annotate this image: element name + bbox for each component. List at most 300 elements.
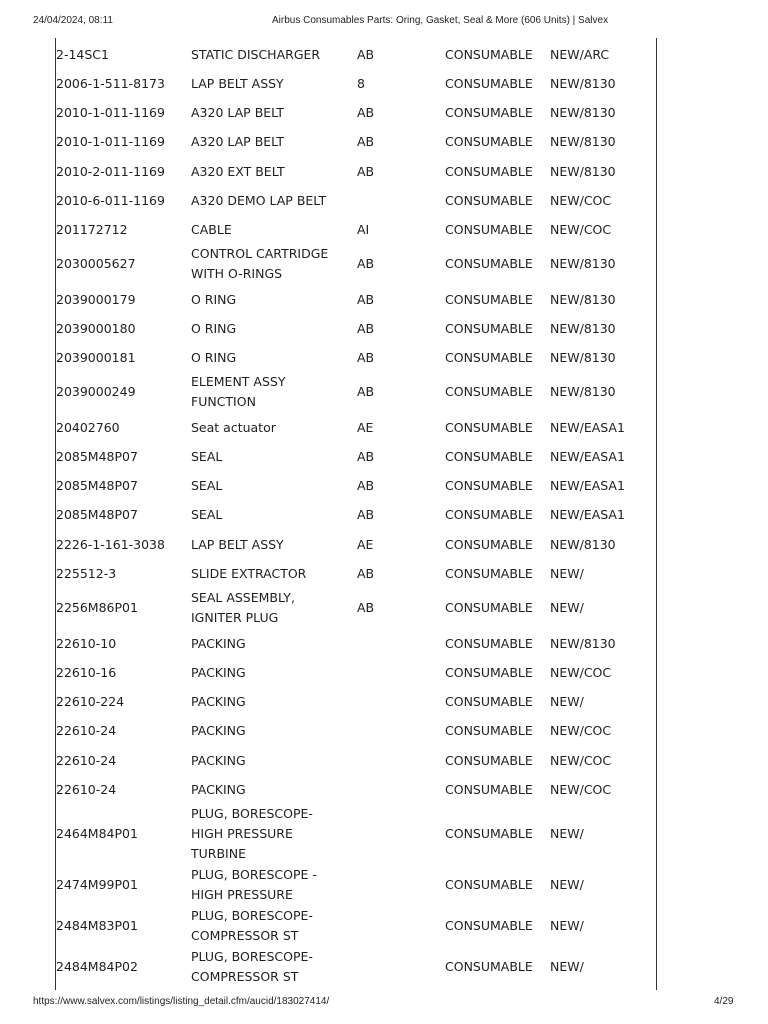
condition-code-cell [357, 563, 437, 584]
condition-code-cell-text: 8 [357, 75, 365, 91]
part-number-cell [56, 691, 186, 712]
part-number-cell-text: 2256M86P01 [56, 600, 138, 615]
description-cell-text: PLUG, BORESCOPE- HIGH PRESSURE TURBINE [191, 806, 313, 861]
part-number-cell-text: 22610-24 [56, 752, 117, 768]
table-row [0, 588, 768, 628]
description-cell [191, 289, 351, 310]
table-row [0, 73, 768, 94]
table-row [0, 347, 768, 368]
status-cell-text: NEW/EASA1 [550, 419, 625, 435]
category-cell-text: CONSUMABLE [445, 221, 533, 237]
part-number-cell-text: 2085M48P07 [56, 448, 138, 464]
table-row [0, 504, 768, 525]
condition-code-cell [357, 779, 437, 800]
description-cell-text: O RING [191, 320, 237, 336]
condition-code-cell [357, 102, 437, 123]
condition-code-cell [357, 347, 437, 368]
source-url-link[interactable]: https://www.salvex.com/listings/listing_detail.cfm/aucid/183027414/ [33, 996, 330, 1007]
description-cell [191, 417, 351, 438]
description-cell-text: A320 DEMO LAP BELT [191, 192, 327, 208]
description-cell [191, 662, 351, 683]
status-cell-text: NEW/8130 [550, 349, 616, 365]
part-number-cell [56, 244, 186, 284]
part-number-cell-text: 2039000249 [56, 384, 136, 399]
condition-code-cell [357, 504, 437, 525]
part-number-cell [56, 750, 186, 771]
category-cell-text: CONSUMABLE [445, 192, 533, 208]
category-cell-text: CONSUMABLE [445, 104, 533, 120]
status-cell-text: NEW/8130 [550, 104, 616, 120]
status-cell [550, 504, 650, 525]
part-number-cell [56, 563, 186, 584]
condition-code-cell-text: AB [357, 256, 375, 271]
category-cell-text: CONSUMABLE [445, 320, 533, 336]
condition-code-cell-text: AB [357, 506, 375, 522]
condition-code-cell-text: AB [357, 291, 375, 307]
print-datetime: 24/04/2024, 08:11 [33, 15, 113, 26]
category-cell-text: CONSUMABLE [445, 291, 533, 307]
part-number-cell-text: 2039000179 [56, 291, 136, 307]
status-cell-text: NEW/ [550, 693, 584, 709]
status-cell [550, 720, 650, 741]
part-number-cell-text: 2-14SC1 [56, 46, 109, 62]
category-cell [445, 289, 545, 310]
condition-code-cell-text: AB [357, 600, 375, 615]
condition-code-cell [357, 534, 437, 555]
condition-code-cell [357, 475, 437, 496]
description-cell [191, 588, 351, 628]
status-cell-text: NEW/8130 [550, 536, 616, 552]
description-cell [191, 372, 351, 412]
category-cell [445, 131, 545, 152]
part-number-cell-text: 2484M84P02 [56, 959, 138, 974]
status-cell-text: NEW/ [550, 918, 584, 933]
category-cell-text: CONSUMABLE [445, 565, 533, 581]
table-row [0, 318, 768, 339]
description-cell [191, 475, 351, 496]
status-cell-text: NEW/8130 [550, 75, 616, 91]
description-cell-text: PLUG, BORESCOPE- COMPRESSOR ST [191, 908, 313, 943]
condition-code-cell [357, 633, 437, 654]
status-cell-text: NEW/ [550, 877, 584, 892]
description-cell-text: A320 EXT BELT [191, 163, 285, 179]
description-cell [191, 244, 351, 284]
part-number-cell-text: 2010-1-011-1169 [56, 104, 165, 120]
category-cell [445, 102, 545, 123]
table-row [0, 720, 768, 741]
description-cell [191, 131, 351, 152]
description-cell-text: ELEMENT ASSY FUNCTION [191, 374, 286, 409]
condition-code-cell-text: AB [357, 477, 375, 493]
status-cell [550, 750, 650, 771]
category-cell [445, 779, 545, 800]
description-cell [191, 691, 351, 712]
description-cell-text: CONTROL CARTRIDGE WITH O-RINGS [191, 246, 329, 281]
description-cell-text: SLIDE EXTRACTOR [191, 565, 307, 581]
condition-code-cell-text: AB [357, 46, 375, 62]
condition-code-cell-text: AB [357, 448, 375, 464]
category-cell [445, 504, 545, 525]
status-cell [550, 588, 650, 628]
condition-code-cell-text: AB [357, 349, 375, 365]
part-number-cell [56, 44, 186, 65]
condition-code-cell-text: AE [357, 419, 374, 435]
status-cell-text: NEW/8130 [550, 256, 616, 271]
part-number-cell [56, 347, 186, 368]
description-cell-text: SEAL [191, 477, 223, 493]
part-number-cell-text: 22610-224 [56, 693, 125, 709]
table-row [0, 417, 768, 438]
table-row [0, 633, 768, 654]
condition-code-cell-text: AB [357, 320, 375, 336]
condition-code-cell [357, 131, 437, 152]
condition-code-cell [357, 662, 437, 683]
description-cell [191, 779, 351, 800]
part-number-cell [56, 720, 186, 741]
status-cell-text: NEW/COC [550, 781, 612, 797]
part-number-cell-text: 225512-3 [56, 565, 117, 581]
description-cell [191, 720, 351, 741]
part-number-cell [56, 947, 186, 987]
part-number-cell-text: 22610-24 [56, 781, 117, 797]
category-cell [445, 347, 545, 368]
table-row [0, 190, 768, 211]
description-cell [191, 347, 351, 368]
category-cell-text: CONSUMABLE [445, 635, 533, 651]
part-number-cell [56, 534, 186, 555]
part-number-cell [56, 372, 186, 412]
status-cell [550, 417, 650, 438]
description-cell-text: PACKING [191, 635, 246, 651]
page-title: Airbus Consumables Parts: Oring, Gasket, Seal & More (606 Units) | Salvex [272, 15, 609, 26]
condition-code-cell [357, 244, 437, 284]
category-cell-text: CONSUMABLE [445, 536, 533, 552]
condition-code-cell [357, 44, 437, 65]
status-cell [550, 475, 650, 496]
category-cell [445, 318, 545, 339]
part-number-cell [56, 102, 186, 123]
table-row [0, 947, 768, 987]
description-cell [191, 534, 351, 555]
status-cell [550, 73, 650, 94]
status-cell-text: NEW/8130 [550, 320, 616, 336]
part-number-cell-text: 2039000181 [56, 349, 136, 365]
status-cell-text: NEW/8130 [550, 635, 616, 651]
table-row [0, 244, 768, 284]
description-cell-text: SEAL [191, 448, 223, 464]
category-cell-text: CONSUMABLE [445, 75, 533, 91]
part-number-cell [56, 906, 186, 946]
description-cell [191, 633, 351, 654]
status-cell [550, 131, 650, 152]
description-cell [191, 446, 351, 467]
category-cell-text: CONSUMABLE [445, 959, 533, 974]
part-number-cell [56, 190, 186, 211]
condition-code-cell [357, 691, 437, 712]
part-number-cell-text: 2010-1-011-1169 [56, 133, 165, 149]
status-cell [550, 779, 650, 800]
category-cell-text: CONSUMABLE [445, 448, 533, 464]
condition-code-cell-text: AE [357, 536, 374, 552]
table-row [0, 131, 768, 152]
condition-code-cell-text: AB [357, 384, 375, 399]
part-number-cell-text: 2030005627 [56, 256, 136, 271]
condition-code-cell [357, 73, 437, 94]
status-cell [550, 563, 650, 584]
table-row [0, 750, 768, 771]
part-number-cell [56, 475, 186, 496]
category-cell-text: CONSUMABLE [445, 826, 533, 841]
description-cell [191, 190, 351, 211]
condition-code-cell-text: AI [357, 221, 370, 237]
category-cell [445, 372, 545, 412]
condition-code-cell-text: AB [357, 565, 375, 581]
status-cell [550, 662, 650, 683]
status-cell [550, 244, 650, 284]
condition-code-cell [357, 750, 437, 771]
category-cell [445, 161, 545, 182]
category-cell-text: CONSUMABLE [445, 163, 533, 179]
description-cell [191, 44, 351, 65]
status-cell [550, 633, 650, 654]
status-cell [550, 289, 650, 310]
part-number-cell-text: 20402760 [56, 419, 120, 435]
status-cell [550, 865, 650, 905]
description-cell [191, 318, 351, 339]
description-cell [191, 504, 351, 525]
status-cell-text: NEW/EASA1 [550, 506, 625, 522]
category-cell-text: CONSUMABLE [445, 349, 533, 365]
status-cell [550, 318, 650, 339]
part-number-cell-text: 2464M84P01 [56, 826, 138, 841]
condition-code-cell-text: AB [357, 163, 375, 179]
status-cell-text: NEW/ARC [550, 46, 610, 62]
part-number-cell-text: 2010-2-011-1169 [56, 163, 165, 179]
status-cell [550, 102, 650, 123]
category-cell-text: CONSUMABLE [445, 664, 533, 680]
table-row [0, 865, 768, 905]
part-number-cell [56, 865, 186, 905]
description-cell [191, 750, 351, 771]
category-cell-text: CONSUMABLE [445, 46, 533, 62]
category-cell [445, 804, 545, 864]
condition-code-cell [357, 720, 437, 741]
table-row [0, 446, 768, 467]
part-number-cell-text: 201172712 [56, 221, 128, 237]
status-cell-text: NEW/ [550, 826, 584, 841]
category-cell-text: CONSUMABLE [445, 722, 533, 738]
table-row [0, 289, 768, 310]
category-cell [445, 417, 545, 438]
status-cell-text: NEW/COC [550, 192, 612, 208]
table-row [0, 691, 768, 712]
part-number-cell-text: 2474M99P01 [56, 877, 138, 892]
category-cell [445, 190, 545, 211]
status-cell-text: NEW/ [550, 959, 584, 974]
table-row [0, 779, 768, 800]
category-cell-text: CONSUMABLE [445, 384, 533, 399]
category-cell [445, 906, 545, 946]
status-cell-text: NEW/COC [550, 752, 612, 768]
status-cell-text: NEW/ [550, 565, 584, 581]
description-cell-text: LAP BELT ASSY [191, 536, 284, 552]
description-cell-text: PACKING [191, 664, 246, 680]
table-row [0, 475, 768, 496]
part-number-cell-text: 2226-1-161-3038 [56, 536, 165, 552]
status-cell [550, 372, 650, 412]
condition-code-cell [357, 372, 437, 412]
category-cell-text: CONSUMABLE [445, 477, 533, 493]
description-cell-text: Seat actuator [191, 419, 276, 435]
table-row [0, 372, 768, 412]
condition-code-cell [357, 947, 437, 987]
status-cell-text: NEW/EASA1 [550, 477, 625, 493]
description-cell [191, 102, 351, 123]
condition-code-cell [357, 446, 437, 467]
category-cell [445, 947, 545, 987]
category-cell [445, 244, 545, 284]
status-cell [550, 534, 650, 555]
description-cell [191, 804, 351, 864]
category-cell [445, 534, 545, 555]
description-cell-text: PACKING [191, 781, 246, 797]
table-row [0, 219, 768, 240]
part-number-cell-text: 2085M48P07 [56, 506, 138, 522]
status-cell-text: NEW/COC [550, 664, 612, 680]
description-cell [191, 865, 351, 905]
description-cell-text: LAP BELT ASSY [191, 75, 284, 91]
description-cell [191, 73, 351, 94]
part-number-cell-text: 22610-16 [56, 664, 117, 680]
description-cell-text: O RING [191, 349, 237, 365]
part-number-cell-text: 2484M83P01 [56, 918, 138, 933]
description-cell-text: PACKING [191, 693, 246, 709]
status-cell [550, 161, 650, 182]
category-cell-text: CONSUMABLE [445, 877, 533, 892]
description-cell [191, 947, 351, 987]
part-number-cell-text: 22610-24 [56, 722, 117, 738]
status-cell [550, 446, 650, 467]
description-cell-text: SEAL [191, 506, 223, 522]
description-cell [191, 161, 351, 182]
description-cell-text: STATIC DISCHARGER [191, 46, 321, 62]
category-cell [445, 73, 545, 94]
table-row [0, 102, 768, 123]
description-cell-text: A320 LAP BELT [191, 133, 285, 149]
condition-code-cell [357, 865, 437, 905]
category-cell-text: CONSUMABLE [445, 419, 533, 435]
condition-code-cell [357, 318, 437, 339]
status-cell [550, 44, 650, 65]
table-row [0, 906, 768, 946]
status-cell-text: NEW/EASA1 [550, 448, 625, 464]
condition-code-cell [357, 190, 437, 211]
part-number-cell [56, 804, 186, 864]
part-number-cell [56, 779, 186, 800]
table-row [0, 161, 768, 182]
status-cell-text: NEW/8130 [550, 133, 616, 149]
part-number-cell [56, 161, 186, 182]
category-cell-text: CONSUMABLE [445, 506, 533, 522]
category-cell [445, 219, 545, 240]
status-cell-text: NEW/8130 [550, 384, 616, 399]
part-number-cell [56, 504, 186, 525]
category-cell [445, 44, 545, 65]
category-cell-text: CONSUMABLE [445, 133, 533, 149]
status-cell-text: NEW/ [550, 600, 584, 615]
part-number-cell [56, 446, 186, 467]
table-row [0, 563, 768, 584]
category-cell [445, 633, 545, 654]
condition-code-cell [357, 161, 437, 182]
part-number-cell-text: 2085M48P07 [56, 477, 138, 493]
description-cell [191, 563, 351, 584]
table-row [0, 534, 768, 555]
status-cell [550, 219, 650, 240]
category-cell-text: CONSUMABLE [445, 600, 533, 615]
category-cell [445, 691, 545, 712]
page-number: 4/29 [714, 996, 734, 1007]
part-number-cell [56, 131, 186, 152]
category-cell-text: CONSUMABLE [445, 752, 533, 768]
part-number-cell [56, 289, 186, 310]
condition-code-cell [357, 906, 437, 946]
part-number-cell [56, 73, 186, 94]
part-number-cell [56, 633, 186, 654]
description-cell-text: PLUG, BORESCOPE- COMPRESSOR ST [191, 949, 313, 984]
status-cell [550, 347, 650, 368]
status-cell [550, 691, 650, 712]
part-number-cell-text: 2006-1-511-8173 [56, 75, 165, 91]
status-cell [550, 190, 650, 211]
description-cell-text: O RING [191, 291, 237, 307]
status-cell [550, 947, 650, 987]
part-number-cell-text: 2010-6-011-1169 [56, 192, 165, 208]
description-cell-text: SEAL ASSEMBLY, IGNITER PLUG [191, 590, 295, 625]
category-cell [445, 750, 545, 771]
table-row [0, 662, 768, 683]
status-cell-text: NEW/COC [550, 221, 612, 237]
category-cell-text: CONSUMABLE [445, 781, 533, 797]
status-cell [550, 906, 650, 946]
description-cell [191, 906, 351, 946]
part-number-cell [56, 662, 186, 683]
part-number-cell [56, 219, 186, 240]
category-cell-text: CONSUMABLE [445, 918, 533, 933]
description-cell-text: PACKING [191, 722, 246, 738]
part-number-cell-text: 2039000180 [56, 320, 136, 336]
category-cell [445, 446, 545, 467]
condition-code-cell [357, 804, 437, 864]
category-cell [445, 588, 545, 628]
description-cell-text: A320 LAP BELT [191, 104, 285, 120]
description-cell [191, 219, 351, 240]
part-number-cell [56, 417, 186, 438]
category-cell [445, 662, 545, 683]
category-cell [445, 475, 545, 496]
condition-code-cell [357, 417, 437, 438]
table-row [0, 44, 768, 65]
category-cell [445, 865, 545, 905]
condition-code-cell [357, 289, 437, 310]
status-cell [550, 804, 650, 864]
description-cell-text: PACKING [191, 752, 246, 768]
condition-code-cell-text: AB [357, 133, 375, 149]
category-cell [445, 720, 545, 741]
condition-code-cell [357, 219, 437, 240]
category-cell-text: CONSUMABLE [445, 256, 533, 271]
status-cell-text: NEW/COC [550, 722, 612, 738]
